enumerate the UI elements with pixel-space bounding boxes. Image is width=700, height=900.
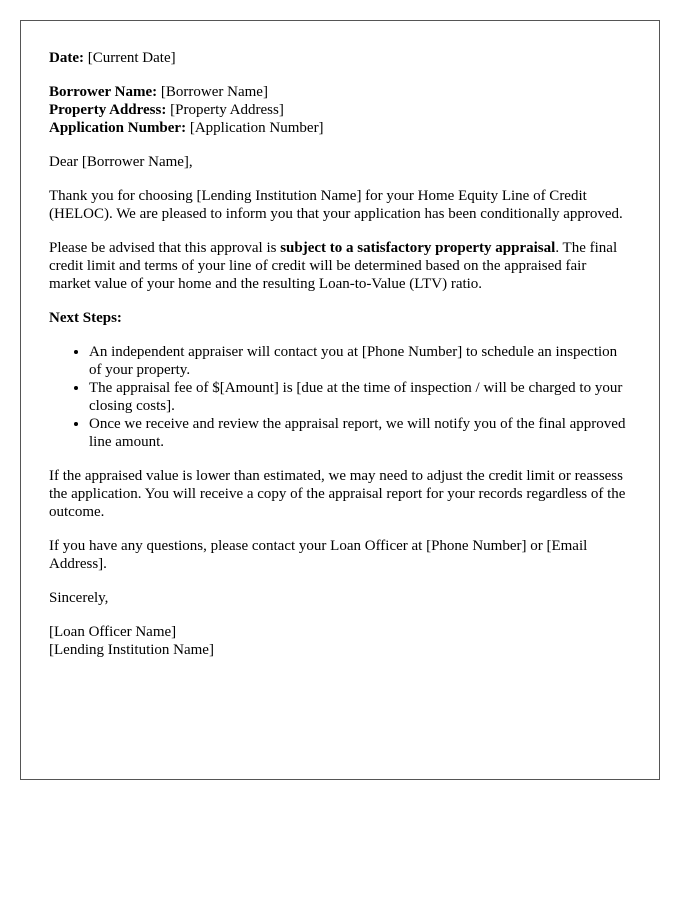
borrower-value: [Borrower Name] <box>160 84 268 100</box>
advisory-text-before: Please be advised that this approval is <box>49 240 281 256</box>
date-label: Date: <box>49 50 84 66</box>
application-value: [Application Number] <box>189 120 324 136</box>
property-line <box>49 101 631 119</box>
advisory-paragraph <box>49 239 631 293</box>
borrower-label: Borrower Name: <box>49 84 158 100</box>
next-steps-heading: Next Steps: <box>49 310 122 326</box>
next-step-item: • The appraisal fee of $[Amount] is [due at the time of inspection / will be charged to your closing costs]. <box>89 379 631 415</box>
property-label: Property Address: <box>49 102 167 118</box>
application-line <box>49 119 631 137</box>
advisory-emphasis: subject to a satisfactory property appraisal <box>280 240 556 256</box>
next-steps-list <box>49 343 631 451</box>
signature-institution: [Lending Institution Name] <box>49 642 214 658</box>
adjustment-paragraph: If the appraised value is lower than estimated, we may need to adjust the credit limit or reassess the application. You will receive a copy of the appraisal report for your records regardless of the outcome. <box>49 468 626 520</box>
next-step-item: • An independent appraiser will contact you at [Phone Number] to schedule an inspection of your property. <box>89 343 631 379</box>
contact-paragraph: If you have any questions, please contact your Loan Officer at [Phone Number] or [Email Address]. <box>49 538 588 572</box>
next-step-item: • Once we receive and review the appraisal report, we will notify you of the final approved line amount. <box>89 415 631 451</box>
borrower-details <box>49 83 631 137</box>
application-label: Application Number: <box>49 120 187 136</box>
signature-name: [Loan Officer Name] <box>49 624 177 640</box>
advisory-text-after: . The final credit limit and terms of your line of credit will be determined based on the appraised fair market value of your home and the resulting Loan-to-Value (LTV) ratio. <box>49 240 618 292</box>
date-line <box>49 49 631 67</box>
signature-block <box>49 623 631 659</box>
date-value: [Current Date] <box>87 50 176 66</box>
borrower-line <box>49 83 631 101</box>
letter-page <box>20 20 660 780</box>
closing: Sincerely, <box>49 590 109 606</box>
salutation: Dear [Borrower Name], <box>49 154 193 170</box>
intro-paragraph: Thank you for choosing [Lending Institution Name] for your Home Equity Line of Credit (HELOC). We are pleased to inform you that your application has been conditionally approved. <box>49 188 623 222</box>
property-value: [Property Address] <box>170 102 284 118</box>
